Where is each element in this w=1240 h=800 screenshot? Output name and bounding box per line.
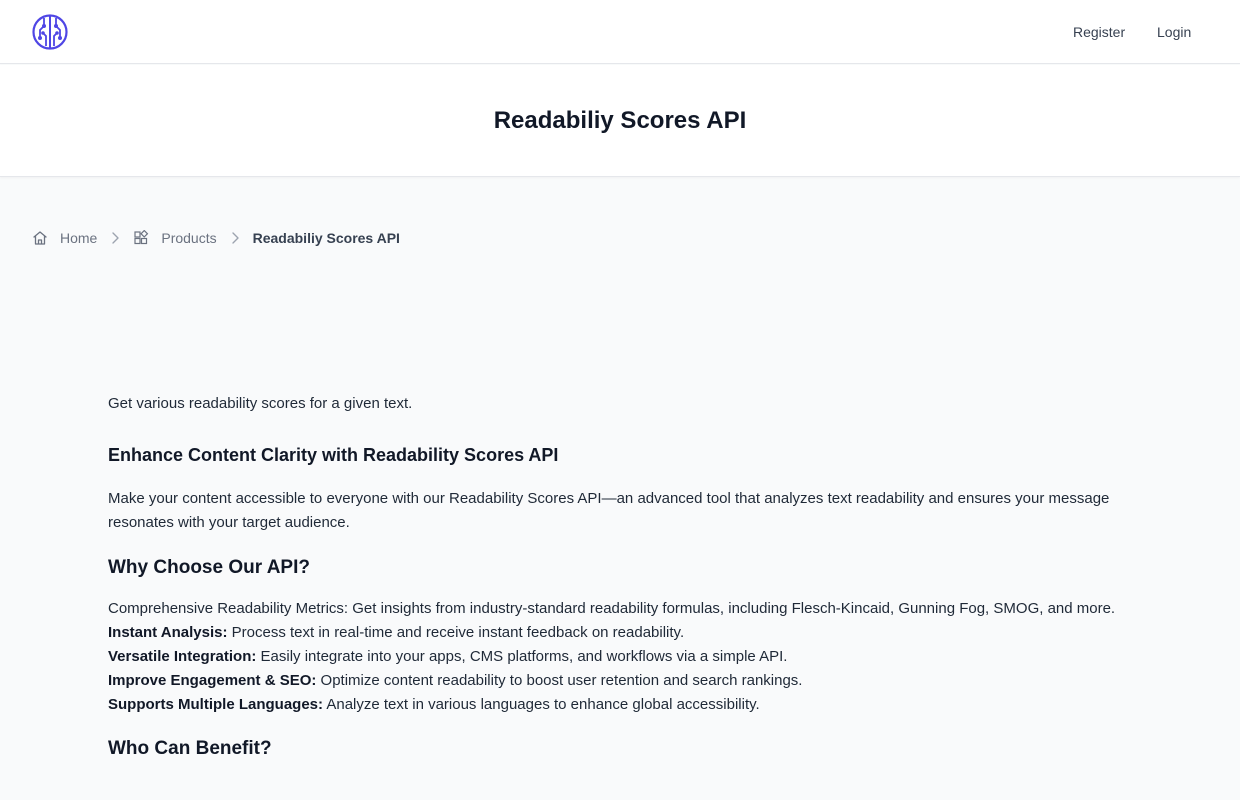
section-heading-why: Why Choose Our API?	[108, 557, 310, 578]
feature-item	[108, 669, 1132, 693]
feature-text: Analyze text in various languages to enhance global accessibility.	[323, 696, 760, 713]
feature-text: Optimize content readability to boost user retention and search rankings.	[316, 672, 803, 689]
breadcrumb-home-label: Home	[60, 230, 98, 246]
chevron-right-icon	[111, 232, 119, 244]
intro-paragraph: Make your content accessible to everyone with our Readability Scores API—an advanced tool that analyzes text readability and ensures your message resonates with your target audience.	[108, 490, 1110, 531]
page-header	[0, 65, 1240, 177]
breadcrumb-products[interactable]	[133, 230, 216, 246]
feature-item	[108, 645, 1132, 669]
product-summary: Get various readability scores for a given text.	[108, 395, 413, 412]
register-link[interactable]: Register	[1073, 24, 1126, 40]
feature-text: Easily integrate into your apps, CMS platforms, and workflows via a simple API.	[256, 648, 788, 665]
apps-icon	[133, 230, 149, 246]
home-icon	[32, 230, 48, 246]
breadcrumb-products-label: Products	[161, 230, 217, 246]
feature-text: Process text in real-time and receive instant feedback on readability.	[227, 624, 685, 641]
login-link[interactable]: Login	[1157, 24, 1192, 40]
feature-item	[108, 693, 1132, 717]
breadcrumb-home[interactable]	[32, 230, 97, 246]
breadcrumb	[32, 228, 400, 248]
breadcrumb-current: Readabiliy Scores API	[252, 230, 400, 246]
chevron-right-icon	[231, 232, 239, 244]
feature-item	[108, 597, 1132, 621]
feature-label: Supports Multiple Languages:	[108, 696, 324, 713]
feature-list	[108, 597, 1132, 717]
section-heading-who: Who Can Benefit?	[108, 738, 272, 759]
feature-label: Instant Analysis:	[108, 624, 228, 641]
brain-circuit-logo-icon[interactable]	[32, 14, 68, 50]
feature-item	[108, 621, 1132, 645]
feature-label: Versatile Integration:	[108, 648, 257, 665]
top-navbar	[0, 0, 1240, 64]
feature-label: Improve Engagement & SEO:	[108, 672, 317, 689]
product-description	[108, 392, 1132, 762]
section-heading-enhance: Enhance Content Clarity with Readability Scores API	[108, 445, 559, 465]
feature-text: Comprehensive Readability Metrics: Get insights from industry-standard readability formulas, including Flesch-Kincaid, Gunning Fog, SMOG, and more.	[108, 600, 1116, 617]
page-title: Readabiliy Scores API	[493, 106, 747, 134]
